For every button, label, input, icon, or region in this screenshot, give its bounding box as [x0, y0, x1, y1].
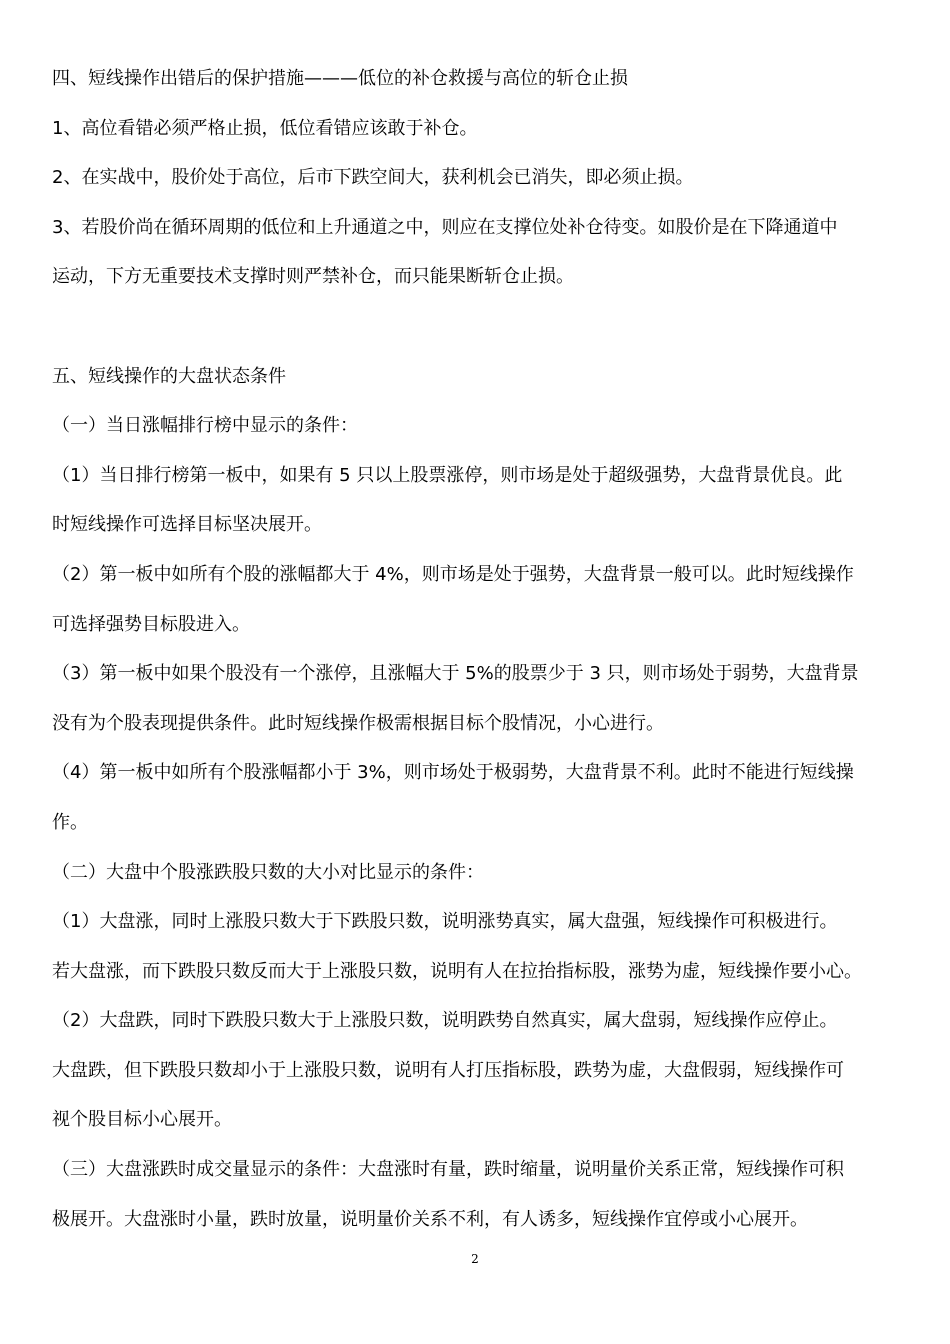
section-heading-protection: 四、短线操作出错后的保护措施———低位的补仓救援与高位的斩仓止损: [52, 68, 628, 89]
text-line: 没有为个股表现提供条件。此时短线操作极需根据目标个股情况，小心进行。: [52, 712, 664, 734]
subheading-advance-decline: （二）大盘中个股涨跌股只数的大小对比显示的条件：: [52, 861, 484, 883]
blank-line: [52, 302, 900, 352]
section-heading-market-conditions: 五、短线操作的大盘状态条件: [52, 365, 286, 387]
text-line: （4）第一板中如所有个股涨幅都小于 3%，则市场处于极弱势，大盘背景不利。此时不能进行短线操: [52, 762, 854, 784]
text-line: （2）第一板中如所有个股的涨幅都大于 4%，则市场是处于强势，大盘背景一般可以。此时短线操作: [52, 563, 854, 585]
text-line: 运动，下方无重要技术支撑时则严禁补仓，而只能果断斩仓止损。: [52, 266, 574, 288]
text-line: 视个股目标小心展开。: [52, 1109, 232, 1131]
text-line: 大盘跌，但下跌股只数却小于上涨股只数，说明有人打压指标股，跌势为虚，大盘假弱，短线操作可: [52, 1059, 844, 1081]
text-line: 可选择强势目标股进入。: [52, 613, 250, 635]
text-line: （1）大盘涨，同时上涨股只数大于下跌股只数，说明涨势真实，属大盘强，短线操作可积极进行。: [52, 911, 838, 933]
text-line: 2、在实战中，股价处于高位，后市下跌空间大，获利机会已消失，即必须止损。: [52, 167, 694, 189]
page-number: 2: [471, 1252, 479, 1266]
text-line: （3）第一板中如果个股没有一个涨停，且涨幅大于 5%的股票少于 3 只，则市场处于弱势，大盘背景: [52, 663, 859, 685]
text-line: （三）大盘涨跌时成交量显示的条件：大盘涨时有量，跌时缩量，说明量价关系正常，短线操作可积: [52, 1159, 844, 1181]
text-line: （1）当日排行榜第一板中，如果有 5 只以上股票涨停，则市场是处于超级强势，大盘背景优良。此: [52, 464, 843, 486]
document-body: [52, 54, 900, 1244]
text-line: 作。: [52, 811, 88, 833]
text-line: （2）大盘跌，同时下跌股只数大于上涨股只数，说明跌势自然真实，属大盘弱，短线操作应停止。: [52, 1010, 838, 1032]
text-line: 1、高位看错必须严格止损，低位看错应该敢于补仓。: [52, 117, 478, 139]
text-line: 时短线操作可选择目标坚决展开。: [52, 514, 322, 536]
text-line: 极展开。大盘涨时小量，跌时放量，说明量价关系不利，有人诱多，短线操作宜停或小心展开。: [52, 1208, 808, 1230]
subheading-ranking-conditions: （一）当日涨幅排行榜中显示的条件：: [52, 415, 358, 437]
text-line: 3、若股价尚在循环周期的低位和上升通道之中，则应在支撑位处补仓待变。如股价是在下降通道中: [52, 216, 838, 238]
text-line: 若大盘涨，而下跌股只数反而大于上涨股只数，说明有人在拉抬指标股，涨势为虚，短线操作要小心。: [52, 960, 862, 982]
